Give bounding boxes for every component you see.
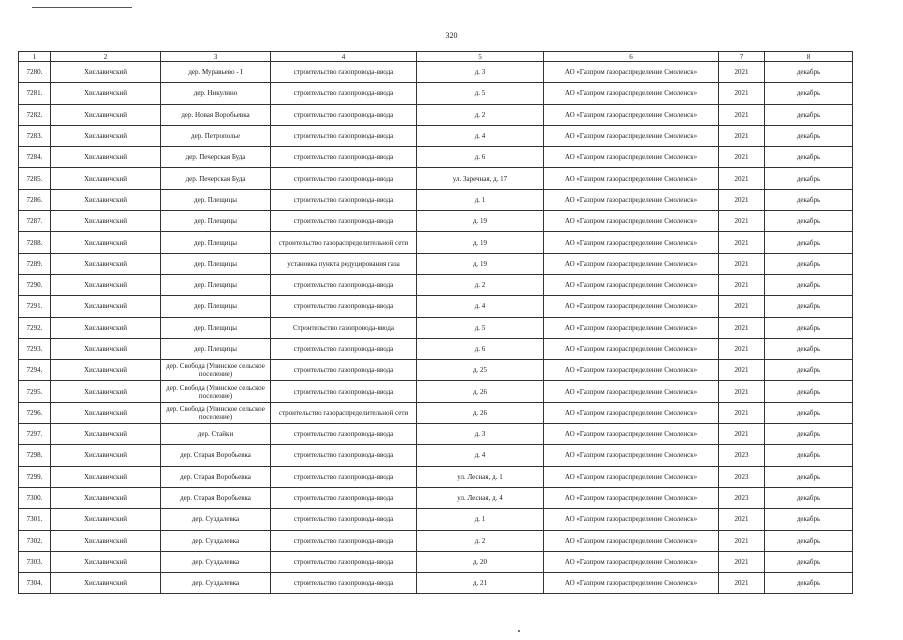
organization-cell: АО «Газпром газораспределение Смоленск» xyxy=(544,168,719,189)
year-cell: 2021 xyxy=(719,211,765,232)
table-row xyxy=(19,487,853,508)
district-cell: Хиславичский xyxy=(51,83,161,104)
district-cell: Хиславичский xyxy=(51,189,161,210)
row-number: 7303. xyxy=(19,551,51,572)
district-cell: Хиславичский xyxy=(51,168,161,189)
table-row xyxy=(19,466,853,487)
table-row xyxy=(19,381,853,402)
year-cell: 2021 xyxy=(719,360,765,381)
table-row xyxy=(19,147,853,168)
work-type-cell: строительство газопровода-ввода xyxy=(271,381,417,402)
month-cell: декабрь xyxy=(765,530,853,551)
year-cell: 2021 xyxy=(719,189,765,210)
settlement-cell: дер. Плещицы xyxy=(161,274,271,295)
year-cell: 2021 xyxy=(719,530,765,551)
address-cell: д. 4 xyxy=(417,296,544,317)
month-cell: декабрь xyxy=(765,360,853,381)
row-number: 7297. xyxy=(19,424,51,445)
organization-cell: АО «Газпром газораспределение Смоленск» xyxy=(544,381,719,402)
row-number: 7285. xyxy=(19,168,51,189)
work-type-cell: установка пункта редуцирования газа xyxy=(271,253,417,274)
district-cell: Хиславичский xyxy=(51,487,161,508)
column-header: 4 xyxy=(271,52,417,62)
district-cell: Хиславичский xyxy=(51,296,161,317)
work-type-cell: строительство газопровода-ввода xyxy=(271,147,417,168)
work-type-cell: строительство газораспределительной сети xyxy=(271,402,417,423)
month-cell: декабрь xyxy=(765,232,853,253)
district-cell: Хиславичский xyxy=(51,211,161,232)
row-number: 7288. xyxy=(19,232,51,253)
address-cell: д. 6 xyxy=(417,147,544,168)
year-cell: 2021 xyxy=(719,402,765,423)
settlement-cell: дер. Старая Воробьевка xyxy=(161,487,271,508)
settlement-cell: дер. Старая Воробьевка xyxy=(161,466,271,487)
address-cell: д. 25 xyxy=(417,360,544,381)
row-number: 7299. xyxy=(19,466,51,487)
table-row xyxy=(19,232,853,253)
settlement-cell: дер. Плещицы xyxy=(161,338,271,359)
work-type-cell: строительство газопровода-ввода xyxy=(271,573,417,594)
month-cell: декабрь xyxy=(765,402,853,423)
table-row xyxy=(19,168,853,189)
table-row xyxy=(19,104,853,125)
district-cell: Хиславичский xyxy=(51,147,161,168)
table-body xyxy=(19,62,853,594)
district-cell: Хиславичский xyxy=(51,424,161,445)
year-cell: 2021 xyxy=(719,83,765,104)
address-cell: ул. Заречная, д. 17 xyxy=(417,168,544,189)
table-row xyxy=(19,274,853,295)
month-cell: декабрь xyxy=(765,466,853,487)
year-cell: 2021 xyxy=(719,168,765,189)
year-cell: 2021 xyxy=(719,573,765,594)
year-cell: 2021 xyxy=(719,62,765,83)
row-number: 7293. xyxy=(19,338,51,359)
table-row xyxy=(19,530,853,551)
year-cell: 2021 xyxy=(719,232,765,253)
month-cell: декабрь xyxy=(765,253,853,274)
district-cell: Хиславичский xyxy=(51,62,161,83)
row-number: 7281. xyxy=(19,83,51,104)
column-header: 3 xyxy=(161,52,271,62)
column-header: 1 xyxy=(19,52,51,62)
month-cell: декабрь xyxy=(765,424,853,445)
district-cell: Хиславичский xyxy=(51,530,161,551)
work-type-cell: строительство газопровода-ввода xyxy=(271,104,417,125)
organization-cell: АО «Газпром газораспределение Смоленск» xyxy=(544,104,719,125)
organization-cell: АО «Газпром газораспределение Смоленск» xyxy=(544,487,719,508)
settlement-cell: дер. Петрополье xyxy=(161,125,271,146)
month-cell: декабрь xyxy=(765,573,853,594)
district-cell: Хиславичский xyxy=(51,338,161,359)
settlement-cell: дер. Суздалевка xyxy=(161,530,271,551)
year-cell: 2023 xyxy=(719,445,765,466)
month-cell: декабрь xyxy=(765,317,853,338)
address-cell: д. 19 xyxy=(417,253,544,274)
settlement-cell: дер. Суздалевка xyxy=(161,573,271,594)
settlement-cell: дер. Плещицы xyxy=(161,232,271,253)
work-type-cell: строительство газопровода-ввода xyxy=(271,125,417,146)
work-type-cell: строительство газопровода-ввода xyxy=(271,551,417,572)
table-row xyxy=(19,317,853,338)
work-type-cell: строительство газопровода-ввода xyxy=(271,296,417,317)
organization-cell: АО «Газпром газораспределение Смоленск» xyxy=(544,211,719,232)
table-row xyxy=(19,253,853,274)
organization-cell: АО «Газпром газораспределение Смоленск» xyxy=(544,466,719,487)
address-cell: д. 19 xyxy=(417,211,544,232)
work-type-cell: строительство газопровода-ввода xyxy=(271,62,417,83)
organization-cell: АО «Газпром газораспределение Смоленск» xyxy=(544,402,719,423)
page-number: 320 xyxy=(445,31,458,40)
year-cell: 2023 xyxy=(719,466,765,487)
row-number: 7282. xyxy=(19,104,51,125)
table-row xyxy=(19,211,853,232)
row-number: 7292. xyxy=(19,317,51,338)
year-cell: 2021 xyxy=(719,338,765,359)
address-cell: д. 2 xyxy=(417,104,544,125)
settlement-cell: дер. Свобода (Упинское сельское поселение) xyxy=(161,402,271,423)
column-header: 6 xyxy=(544,52,719,62)
table-header xyxy=(19,52,853,62)
settlement-cell: дер. Свобода (Упинское сельское поселение) xyxy=(161,360,271,381)
organization-cell: АО «Газпром газораспределение Смоленск» xyxy=(544,189,719,210)
district-cell: Хиславичский xyxy=(51,274,161,295)
table-row xyxy=(19,338,853,359)
year-cell: 2021 xyxy=(719,125,765,146)
register-table xyxy=(18,51,853,594)
table-row xyxy=(19,551,853,572)
organization-cell: АО «Газпром газораспределение Смоленск» xyxy=(544,62,719,83)
month-cell: декабрь xyxy=(765,487,853,508)
address-cell: д. 3 xyxy=(417,62,544,83)
address-cell: ул. Лесная, д. 1 xyxy=(417,466,544,487)
work-type-cell: строительство газопровода-ввода xyxy=(271,211,417,232)
work-type-cell: строительство газопровода-ввода xyxy=(271,509,417,530)
month-cell: декабрь xyxy=(765,274,853,295)
row-number: 7280. xyxy=(19,62,51,83)
address-cell: ул. Лесная, д. 4 xyxy=(417,487,544,508)
header-row xyxy=(19,52,853,62)
organization-cell: АО «Газпром газораспределение Смоленск» xyxy=(544,125,719,146)
address-cell: д. 3 xyxy=(417,424,544,445)
address-cell: д. 4 xyxy=(417,125,544,146)
district-cell: Хиславичский xyxy=(51,317,161,338)
table-row xyxy=(19,360,853,381)
settlement-cell: дер. Суздалевка xyxy=(161,551,271,572)
year-cell: 2021 xyxy=(719,274,765,295)
row-number: 7302. xyxy=(19,530,51,551)
year-cell: 2021 xyxy=(719,509,765,530)
row-number: 7301. xyxy=(19,509,51,530)
row-number: 7291. xyxy=(19,296,51,317)
address-cell: д. 2 xyxy=(417,530,544,551)
settlement-cell: дер. Старая Воробьевка xyxy=(161,445,271,466)
organization-cell: АО «Газпром газораспределение Смоленск» xyxy=(544,232,719,253)
organization-cell: АО «Газпром газораспределение Смоленск» xyxy=(544,424,719,445)
table-row xyxy=(19,83,853,104)
address-cell: д. 6 xyxy=(417,338,544,359)
district-cell: Хиславичский xyxy=(51,573,161,594)
year-cell: 2021 xyxy=(719,381,765,402)
settlement-cell: дер. Плещицы xyxy=(161,189,271,210)
month-cell: декабрь xyxy=(765,83,853,104)
year-cell: 2021 xyxy=(719,253,765,274)
row-number: 7304. xyxy=(19,573,51,594)
table-row xyxy=(19,296,853,317)
address-cell: д. 1 xyxy=(417,189,544,210)
address-cell: д. 4 xyxy=(417,445,544,466)
year-cell: 2021 xyxy=(719,147,765,168)
year-cell: 2021 xyxy=(719,424,765,445)
row-number: 7296. xyxy=(19,402,51,423)
work-type-cell: Строительство газопровода-ввода xyxy=(271,317,417,338)
settlement-cell: дер. Стайки xyxy=(161,424,271,445)
row-number: 7298. xyxy=(19,445,51,466)
work-type-cell: строительство газопровода-ввода xyxy=(271,487,417,508)
year-cell: 2021 xyxy=(719,296,765,317)
work-type-cell: строительство газопровода-ввода xyxy=(271,445,417,466)
settlement-cell: дер. Новая Воробьевка xyxy=(161,104,271,125)
month-cell: декабрь xyxy=(765,509,853,530)
district-cell: Хиславичский xyxy=(51,381,161,402)
table-row xyxy=(19,424,853,445)
organization-cell: АО «Газпром газораспределение Смоленск» xyxy=(544,296,719,317)
organization-cell: АО «Газпром газораспределение Смоленск» xyxy=(544,317,719,338)
year-cell: 2021 xyxy=(719,551,765,572)
year-cell: 2021 xyxy=(719,317,765,338)
organization-cell: АО «Газпром газораспределение Смоленск» xyxy=(544,253,719,274)
organization-cell: АО «Газпром газораспределение Смоленск» xyxy=(544,360,719,381)
row-number: 7283. xyxy=(19,125,51,146)
year-cell: 2023 xyxy=(719,487,765,508)
settlement-cell: дер. Муравьево - I xyxy=(161,62,271,83)
table-row xyxy=(19,573,853,594)
settlement-cell: дер. Плещицы xyxy=(161,317,271,338)
settlement-cell: дер. Суздалевка xyxy=(161,509,271,530)
organization-cell: АО «Газпром газораспределение Смоленск» xyxy=(544,530,719,551)
settlement-cell: дер. Свобода (Упинское сельское поселение) xyxy=(161,381,271,402)
table-row xyxy=(19,189,853,210)
work-type-cell: строительство газопровода-ввода xyxy=(271,338,417,359)
address-cell: д. 26 xyxy=(417,381,544,402)
work-type-cell: строительство газопровода-ввода xyxy=(271,83,417,104)
settlement-cell: дер. Никулино xyxy=(161,83,271,104)
settlement-cell: дер. Печерская Буда xyxy=(161,168,271,189)
address-cell: д. 2 xyxy=(417,274,544,295)
organization-cell: АО «Газпром газораспределение Смоленск» xyxy=(544,445,719,466)
work-type-cell: строительство газопровода-ввода xyxy=(271,424,417,445)
top-rule xyxy=(32,7,132,8)
row-number: 7284. xyxy=(19,147,51,168)
address-cell: д. 19 xyxy=(417,232,544,253)
settlement-cell: дер. Печерская Буда xyxy=(161,147,271,168)
table-row xyxy=(19,445,853,466)
district-cell: Хиславичский xyxy=(51,466,161,487)
year-cell: 2021 xyxy=(719,104,765,125)
address-cell: д. 5 xyxy=(417,83,544,104)
month-cell: декабрь xyxy=(765,147,853,168)
district-cell: Хиславичский xyxy=(51,509,161,530)
organization-cell: АО «Газпром газораспределение Смоленск» xyxy=(544,83,719,104)
table-row xyxy=(19,62,853,83)
address-cell: д. 1 xyxy=(417,509,544,530)
organization-cell: АО «Газпром газораспределение Смоленск» xyxy=(544,573,719,594)
month-cell: декабрь xyxy=(765,189,853,210)
column-header: 2 xyxy=(51,52,161,62)
table-row xyxy=(19,402,853,423)
month-cell: декабрь xyxy=(765,296,853,317)
address-cell: д. 26 xyxy=(417,402,544,423)
work-type-cell: строительство газопровода-ввода xyxy=(271,530,417,551)
work-type-cell: строительство газопровода-ввода xyxy=(271,168,417,189)
organization-cell: АО «Газпром газораспределение Смоленск» xyxy=(544,338,719,359)
row-number: 7300. xyxy=(19,487,51,508)
address-cell: д. 21 xyxy=(417,573,544,594)
row-number: 7294. xyxy=(19,360,51,381)
row-number: 7290. xyxy=(19,274,51,295)
address-cell: д. 5 xyxy=(417,317,544,338)
district-cell: Хиславичский xyxy=(51,402,161,423)
work-type-cell: строительство газопровода-ввода xyxy=(271,274,417,295)
column-header: 5 xyxy=(417,52,544,62)
district-cell: Хиславичский xyxy=(51,232,161,253)
settlement-cell: дер. Плещицы xyxy=(161,253,271,274)
column-header: 8 xyxy=(765,52,853,62)
district-cell: Хиславичский xyxy=(51,445,161,466)
organization-cell: АО «Газпром газораспределение Смоленск» xyxy=(544,509,719,530)
month-cell: декабрь xyxy=(765,211,853,232)
month-cell: декабрь xyxy=(765,381,853,402)
work-type-cell: строительство газопровода-ввода xyxy=(271,360,417,381)
settlement-cell: дер. Плещицы xyxy=(161,211,271,232)
month-cell: декабрь xyxy=(765,445,853,466)
month-cell: декабрь xyxy=(765,168,853,189)
district-cell: Хиславичский xyxy=(51,253,161,274)
district-cell: Хиславичский xyxy=(51,360,161,381)
work-type-cell: строительство газораспределительной сети xyxy=(271,232,417,253)
row-number: 7289. xyxy=(19,253,51,274)
row-number: 7286. xyxy=(19,189,51,210)
organization-cell: АО «Газпром газораспределение Смоленск» xyxy=(544,147,719,168)
district-cell: Хиславичский xyxy=(51,125,161,146)
organization-cell: АО «Газпром газораспределение Смоленск» xyxy=(544,274,719,295)
month-cell: декабрь xyxy=(765,551,853,572)
work-type-cell: строительство газопровода-ввода xyxy=(271,466,417,487)
column-header: 7 xyxy=(719,52,765,62)
table-row xyxy=(19,125,853,146)
organization-cell: АО «Газпром газораспределение Смоленск» xyxy=(544,551,719,572)
table-row xyxy=(19,509,853,530)
district-cell: Хиславичский xyxy=(51,551,161,572)
month-cell: декабрь xyxy=(765,104,853,125)
month-cell: декабрь xyxy=(765,125,853,146)
row-number: 7295. xyxy=(19,381,51,402)
month-cell: декабрь xyxy=(765,338,853,359)
row-number: 7287. xyxy=(19,211,51,232)
scan-speck xyxy=(518,630,520,632)
settlement-cell: дер. Плещицы xyxy=(161,296,271,317)
work-type-cell: строительство газопровода-ввода xyxy=(271,189,417,210)
address-cell: д. 20 xyxy=(417,551,544,572)
month-cell: декабрь xyxy=(765,62,853,83)
district-cell: Хиславичский xyxy=(51,104,161,125)
